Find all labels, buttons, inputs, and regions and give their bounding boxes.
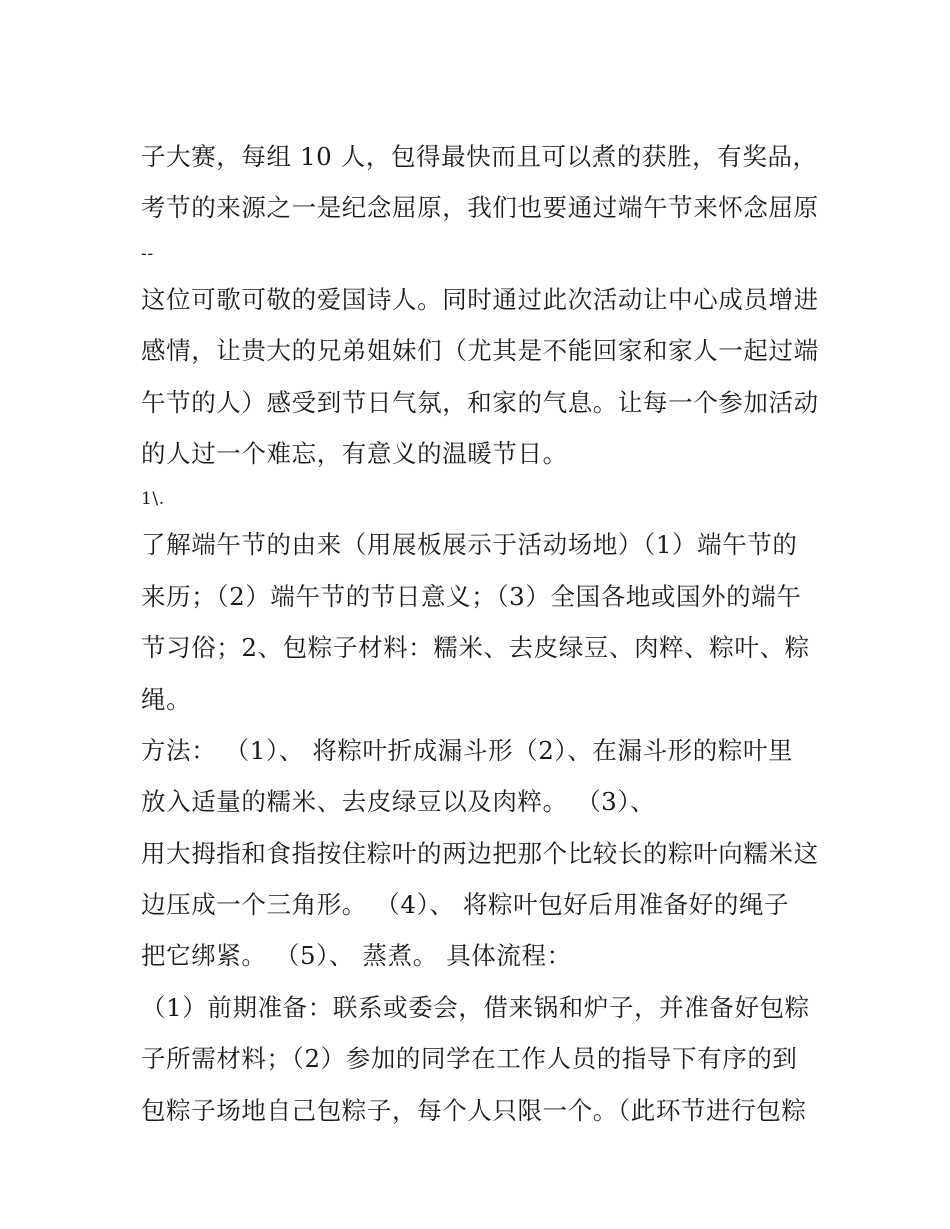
- text-line: 方法： （1）、 将粽叶折成漏斗形（2）、在漏斗形的粽叶里: [141, 735, 794, 765]
- text-line: 考节的来源之一是纪念屈原，我们也要通过端午节来怀念屈原: [141, 193, 819, 223]
- text-line: 把它绑紧。 （5）、 蒸煮。 具体流程：: [141, 941, 572, 971]
- text-line: 来历；（2）端午节的节日意义；（3）全国各地或国外的端午: [141, 581, 802, 611]
- text-line: 子大赛，每组 10 人，包得最快而且可以煮的获胜，有奖品，: [141, 142, 818, 171]
- body-text: [141, 131, 831, 1136]
- text-line: 午节的人）感受到节日气氛，和家的气息。让每一个参加活动: [141, 387, 819, 417]
- text-line: 包粽子场地自己包粽子，每个人只限一个。（此环节进行包粽: [141, 1095, 807, 1125]
- text-line: 子所需材料；（2）参加的同学在工作人员的指导下有序的到: [141, 1044, 798, 1074]
- text-line: 放入适量的糯米、去皮绿豆以及肉粹。 （3）、: [141, 787, 656, 817]
- text-line: （1）前期准备：联系或委会，借来锅和炉子，并准备好包粽: [141, 992, 810, 1022]
- text-line: 感情，让贵大的兄弟姐妹们（尤其是不能回家和家人一起过端: [141, 336, 819, 366]
- text-line: 用大拇指和食指按住粽叶的两边把那个比较长的粽叶向糯米这: [141, 838, 819, 868]
- text-line: 这位可歌可敬的爱国诗人。同时通过此次活动让中心成员增进: [141, 284, 819, 314]
- text-line: 节习俗；2、包粽子材料：糯米、去皮绿豆、肉粹、粽叶、粽: [141, 633, 810, 663]
- text-line: 绳。: [141, 684, 192, 714]
- text-line: --: [141, 243, 154, 264]
- text-line: 的人过一个难忘，有意义的温暖节日。: [141, 438, 568, 468]
- text-line: 了解端午节的由来（用展板展示于活动场地）（1）端午节的: [141, 530, 798, 560]
- text-line: 1\.: [141, 489, 165, 510]
- text-line: 边压成一个三角形。 （4）、 将粽叶包好后用准备好的绳子: [141, 890, 790, 920]
